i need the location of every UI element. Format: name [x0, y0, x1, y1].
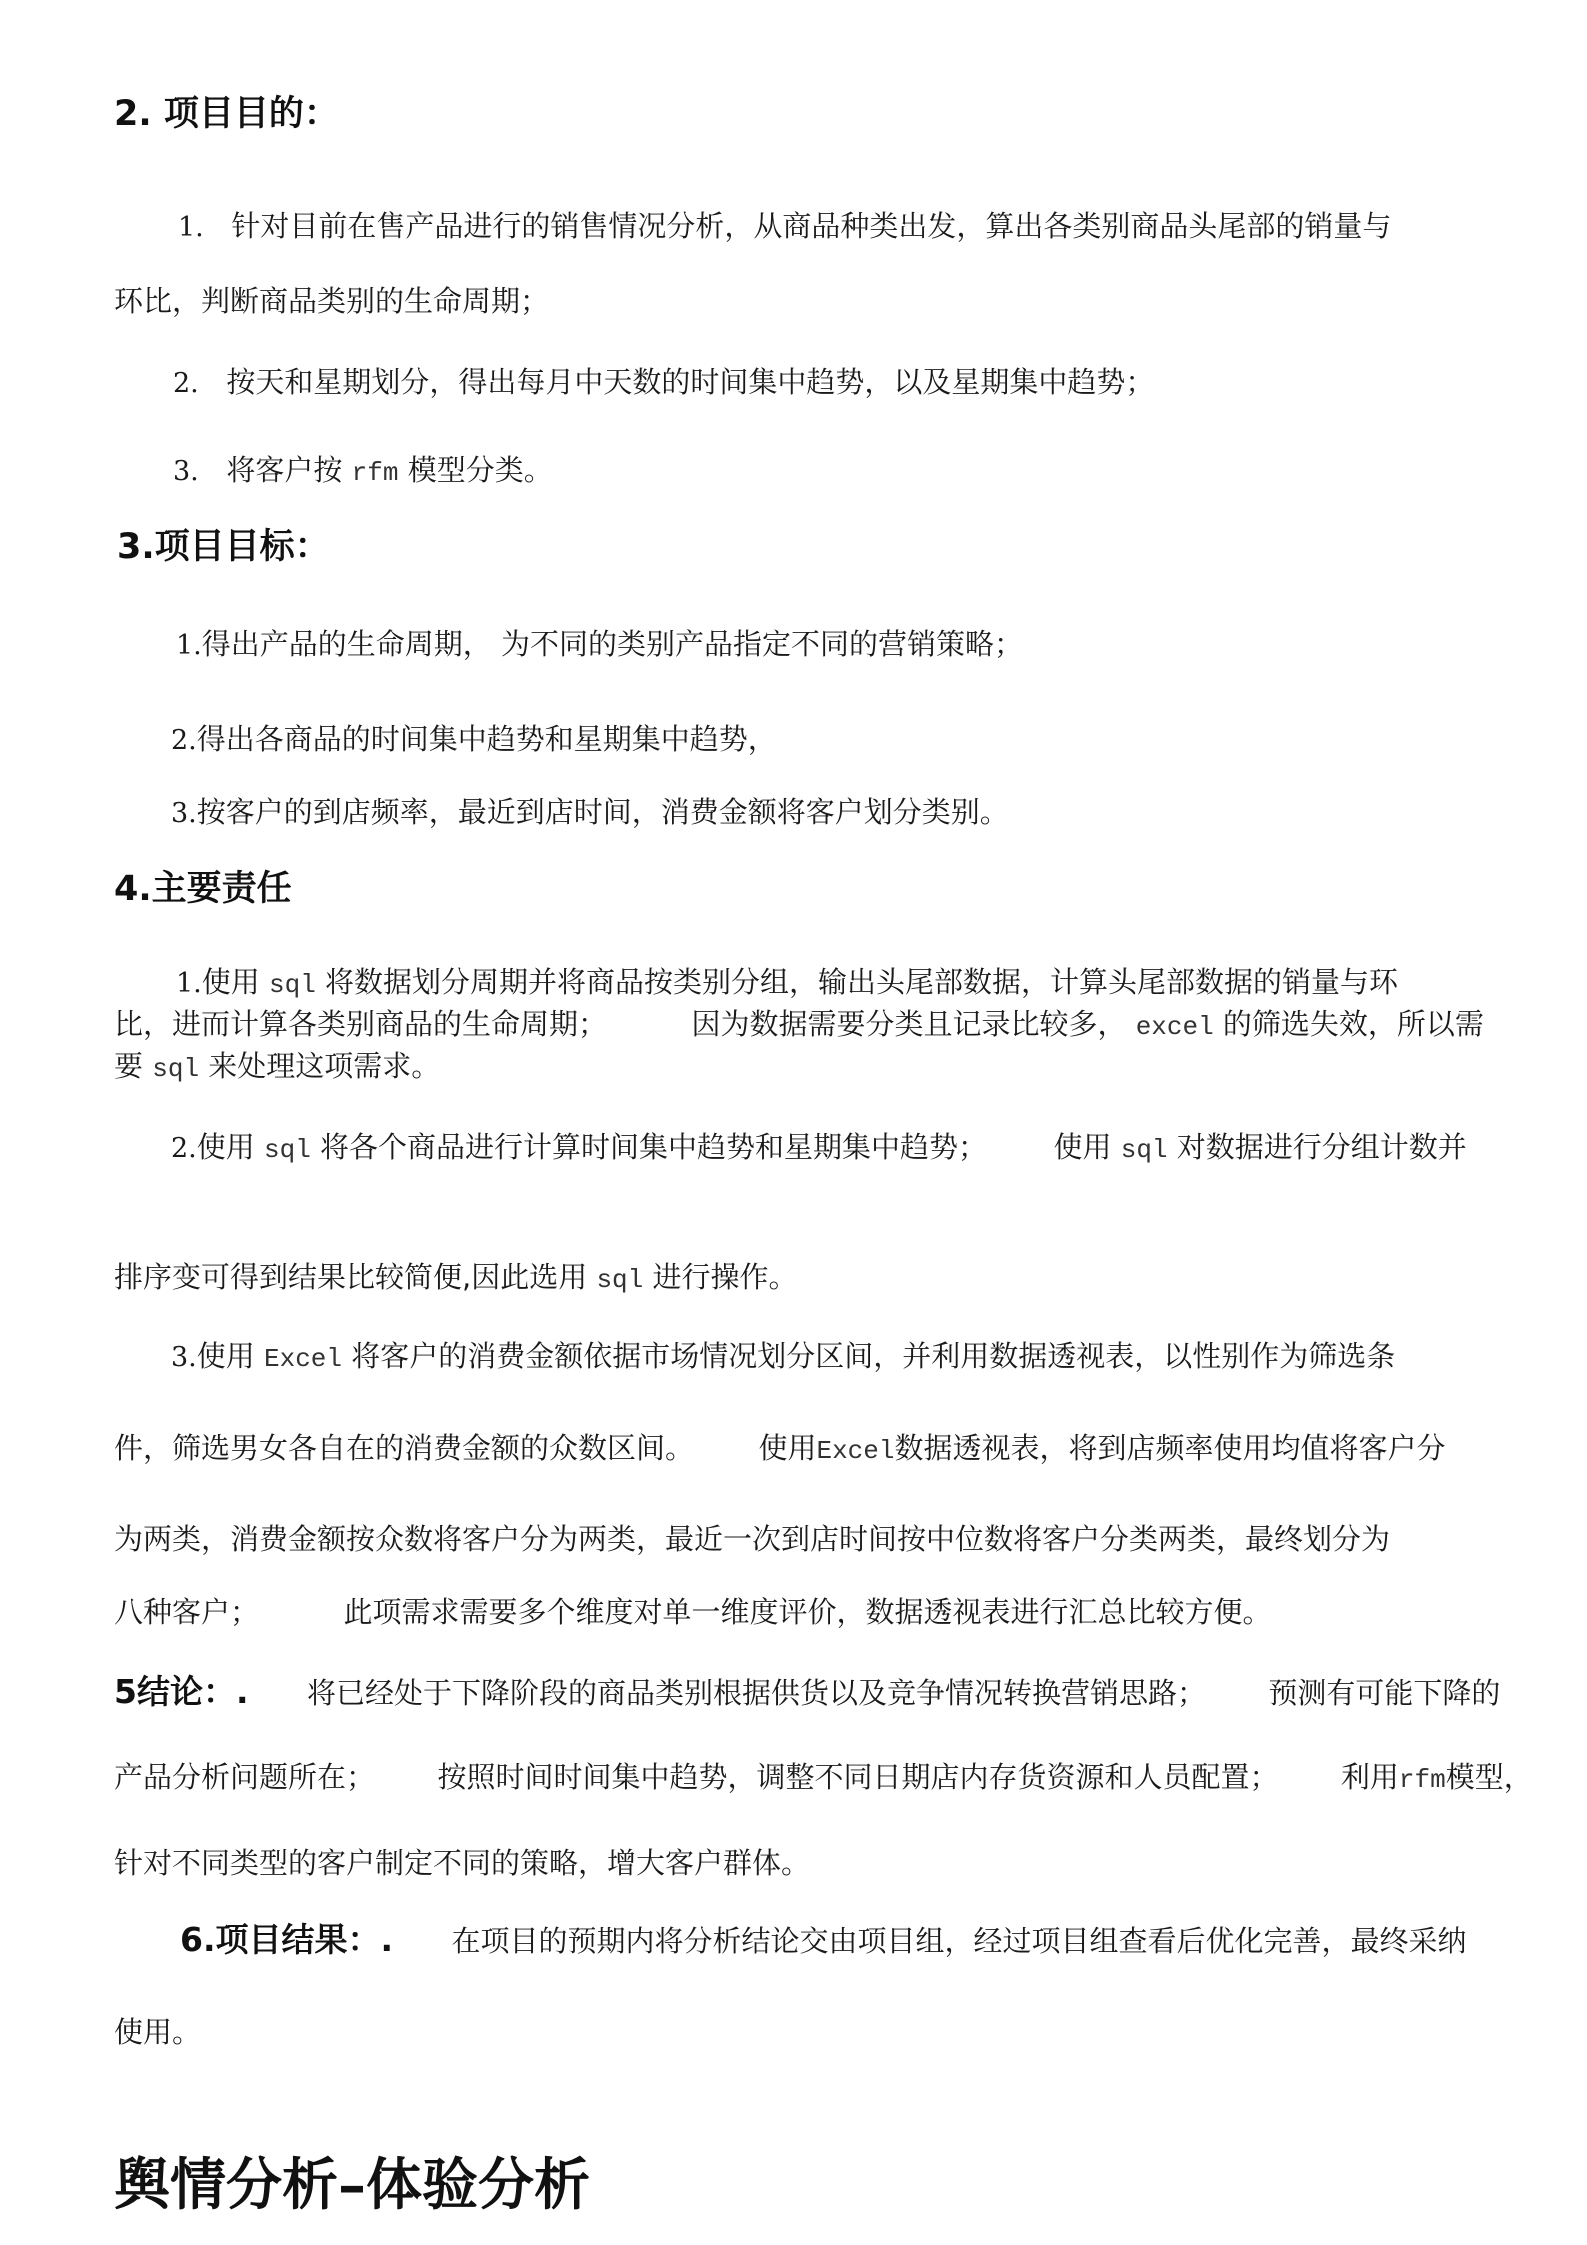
purpose-item-3 — [173, 450, 553, 493]
duty-text: 使用 — [201, 965, 260, 999]
duty-text: 件，筛选男女各自在的消费金额的众数区间。 — [114, 1431, 695, 1465]
purpose-item-1-line-2: 环比，判断商品类别的生命周期； — [114, 284, 550, 318]
code-excel: excel — [1135, 1012, 1214, 1042]
duty-text: 数据透视表，将到店频率使用均值将客户分 — [894, 1431, 1446, 1465]
duty-text: 要 — [114, 1049, 144, 1083]
goal-item-2 — [171, 719, 777, 761]
list-number: 3. — [171, 1342, 197, 1373]
conclusion-text: 将已经处于下降阶段的商品类别根据供货以及竞争情况转换营销思路； — [306, 1676, 1206, 1710]
list-number: 3. — [173, 456, 199, 487]
list-number: 2. — [171, 725, 197, 756]
heading-project-result: 6.项目结果：. — [180, 1920, 394, 1959]
conclusion-line-1 — [114, 1672, 1500, 1713]
list-number: 2. — [171, 1133, 197, 1164]
duty-1-line-2 — [114, 1004, 1484, 1047]
conclusion-text: 利用 — [1340, 1760, 1399, 1794]
purpose-item-2-text: 按天和星期划分，得出每月中天数的时间集中趋势，以及星期集中趋势； — [226, 365, 1155, 399]
duty-text: 排序变可得到结果比较简便,因此选用 — [114, 1260, 588, 1294]
list-number: 1. — [176, 630, 202, 661]
code-sql: sql — [269, 970, 316, 1000]
duty-text: 将各个商品进行计算时间集中趋势和星期集中趋势； — [320, 1130, 988, 1164]
purpose-item-1-line-1 — [178, 206, 1391, 248]
duty-3-line-4 — [114, 1592, 1271, 1632]
list-number: 1. — [178, 212, 204, 243]
code-excel: Excel — [264, 1344, 343, 1374]
goal-item-1-text: 得出产品的生命周期， 为不同的类别产品指定不同的营销策略； — [201, 627, 1023, 661]
code-sql: sql — [264, 1135, 311, 1165]
code-rfm: rfm — [351, 458, 399, 488]
heading-main-duties: 4.主要责任 — [114, 869, 292, 909]
conclusion-line-2 — [114, 1757, 1533, 1800]
code-sql: sql — [152, 1054, 200, 1084]
duty-2-line-2 — [114, 1257, 798, 1300]
duty-text: 八种客户； — [114, 1595, 260, 1629]
result-line-2: 使用。 — [114, 2015, 202, 2049]
duty-3-line-3: 为两类，消费金额按众数将客户分为两类，最近一次到店时间按中位数将客户分类两类，最终划分为 — [114, 1522, 1391, 1556]
purpose-item-3-post: 模型分类。 — [407, 453, 553, 487]
duty-1-line-3 — [114, 1046, 440, 1089]
duty-3-line-2 — [114, 1428, 1446, 1471]
conclusion-line-3: 针对不同类型的客户制定不同的策略，增大客户群体。 — [114, 1846, 811, 1880]
goal-item-3-text: 按客户的到店频率，最近到店时间，消费金额将客户划分类别。 — [196, 795, 1009, 829]
conclusion-text: 产品分析问题所在； — [114, 1760, 376, 1794]
duty-text: 进行操作。 — [652, 1260, 798, 1294]
list-number: 3. — [171, 798, 197, 829]
duty-text: 使用 — [196, 1339, 255, 1373]
purpose-item-1-text: 针对目前在售产品进行的销售情况分析，从商品种类出发，算出各类别商品头尾部的销量与 — [231, 209, 1392, 243]
purpose-item-2 — [173, 362, 1154, 404]
next-section-title: 舆情分析–体验分析 — [114, 2152, 590, 2218]
duty-3-line-1 — [171, 1336, 1395, 1379]
duty-1-line-1 — [176, 962, 1398, 1005]
duty-text: 将数据划分周期并将商品按类别分组，输出头尾部数据，计算头尾部数据的销量与环 — [325, 965, 1399, 999]
goal-item-1 — [176, 624, 1023, 666]
code-sql: sql — [1120, 1135, 1168, 1165]
duty-text: 此项需求需要多个维度对单一维度评价，数据透视表进行汇总比较方便。 — [343, 1595, 1272, 1629]
duty-text: 的筛选失效，所以需 — [1222, 1007, 1484, 1041]
duty-text: 使用 — [758, 1431, 817, 1465]
conclusion-text: 模型， — [1445, 1760, 1533, 1794]
heading-project-goals: 3.项目目标： — [117, 527, 330, 567]
duty-text: 使用 — [196, 1130, 255, 1164]
code-excel: Excel — [816, 1436, 895, 1466]
goal-item-2-text: 得出各商品的时间集中趋势和星期集中趋势， — [196, 722, 777, 756]
list-number: 1. — [176, 968, 202, 999]
duty-text: 比，进而计算各类别商品的生命周期； — [114, 1007, 608, 1041]
result-text: 在项目的预期内将分析结论交由项目组，经过项目组查看后优化完善，最终采纳 — [451, 1924, 1467, 1958]
list-number: 2. — [173, 368, 199, 399]
conclusion-text: 按照时间时间集中趋势，调整不同日期店内存货资源和人员配置； — [437, 1760, 1279, 1794]
heading-project-purpose: 2. 项目目的： — [114, 94, 339, 134]
goal-item-3 — [171, 792, 1009, 834]
duty-text: 来处理这项需求。 — [208, 1049, 441, 1083]
heading-conclusion: 5结论：. — [114, 1672, 249, 1711]
duty-text: 使用 — [1053, 1130, 1112, 1164]
conclusion-text: 预测有可能下降的 — [1268, 1676, 1501, 1710]
code-rfm: rfm — [1398, 1765, 1446, 1795]
result-line-1 — [180, 1920, 1467, 1961]
code-sql: sql — [596, 1265, 644, 1295]
duty-text: 对数据进行分组计数并 — [1176, 1130, 1467, 1164]
duty-text: 因为数据需要分类且记录比较多， — [691, 1007, 1127, 1041]
duty-2-line-1 — [171, 1127, 1467, 1170]
purpose-item-3-pre: 将客户按 — [226, 453, 343, 487]
duty-text: 将客户的消费金额依据市场情况划分区间，并利用数据透视表，以性别作为筛选条 — [351, 1339, 1396, 1373]
